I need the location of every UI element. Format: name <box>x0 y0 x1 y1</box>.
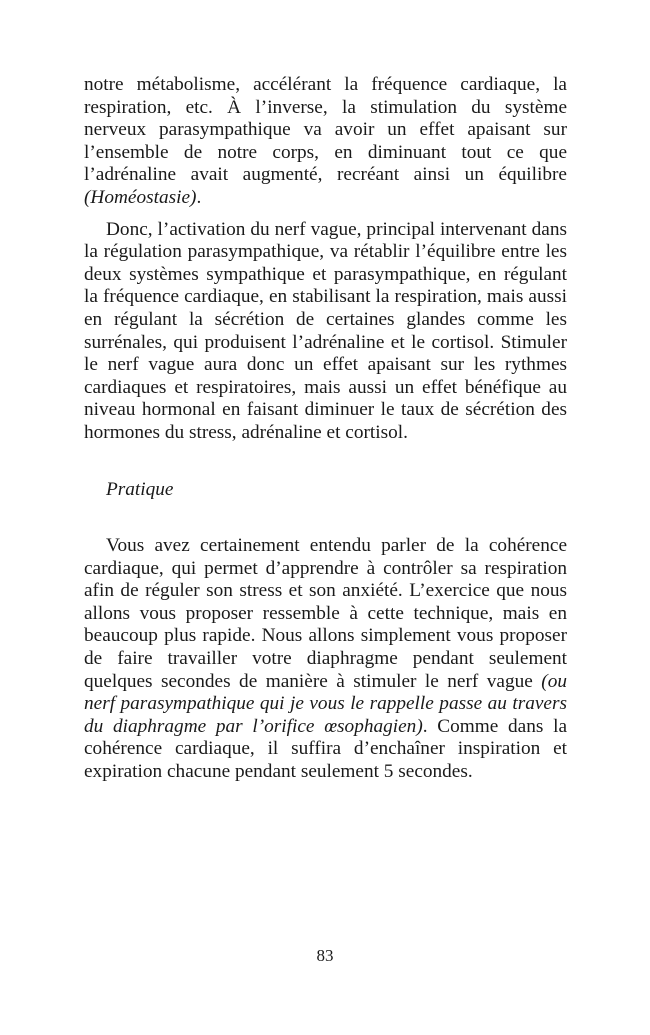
section-heading: Pratique <box>106 478 174 500</box>
page-number: 83 <box>316 946 334 965</box>
paragraph-end: . Comme dans la cohérence cardiaque, il suffira d’enchaîner inspiration et expiration chacune pendant seulement 5 secondes. <box>84 715 568 783</box>
paragraph-continuation <box>84 74 567 210</box>
italic-term: (Homéostasie) <box>84 186 197 208</box>
paragraph-nerf-vague: Donc, l’activation du nerf vague, principal intervenant dans la régulation parasympathique, va rétablir l’équilibre entre les deux systèmes sympathique et parasympathique, en régulant la fréquence cardiaque, en stabilisant la respiration, mais aussi en régulant la sécrétion de certaines glandes comme les surrénales, qui produisent l’adrénaline et le cortisol. Stimuler le nerf vague aura donc un effet apaisant sur les rythmes cardiaques et respiratoires, mais aussi un effet bénéfique au niveau hormonal en faisant diminuer le taux de sécrétion des hormones du stress, adrénaline et cortisol. <box>84 218 567 443</box>
italic-aside: (ou nerf parasympathique qui je vous le rappelle passe au travers du diaphragme par l’orifice œsophagien) <box>84 670 567 737</box>
paragraph-text: notre métabolisme, accélérant la fréquence cardiaque, la respiration, etc. À l’inverse, la stimulation du système nerveux parasympathique va avoir un effet apaisant sur l’ensemble de notre corps, en diminuant tout ce que l’adrénaline avait augmenté, recréant ainsi un équilibre <box>84 74 567 186</box>
paragraph-text: Vous avez certainement entendu parler de la cohérence cardiaque, qui permet d’apprendre à contrôler sa respiration afin de réguler son stress et son anxiété. L’exercice que nous allons vous proposer ressemble à cette technique, mais en beaucoup plus rapide. Nous allons simplement vous proposer de faire travailler votre diaphragme pendant seulement quelques secondes de manière à stimuler le nerf vague <box>84 535 567 692</box>
paragraph-pratique <box>84 535 567 784</box>
book-page <box>84 74 567 784</box>
paragraph-end: . <box>196 186 202 208</box>
